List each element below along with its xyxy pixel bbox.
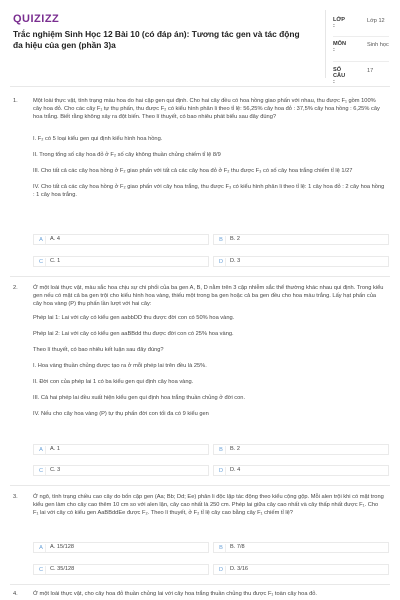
statement: I. Hoa vàng thuần chủng được tạo ra ở mỗi phép lai trên đều là 25%. — [33, 363, 207, 369]
option-c[interactable] — [33, 564, 209, 575]
option-key: D — [217, 566, 226, 574]
option-c[interactable] — [33, 465, 209, 476]
question-number: 2. — [13, 285, 18, 291]
option-key: C — [37, 258, 46, 266]
quizizz-logo: QUIZIZZ — [13, 13, 60, 25]
count-label: SỐ CÂU : — [333, 67, 346, 85]
page-title: Trắc nghiệm Sinh Học 12 Bài 10 (có đáp án): Tương tác gen và tác động đa hiệu của gen (phần 3)a — [13, 29, 300, 50]
question-rule — [10, 485, 390, 486]
subject-value: Sinh học — [367, 42, 389, 48]
statement: III. Cho tất cả các cây hoa hồng ở F₂ giao phấn với tất cả các cây hoa đỏ ở F₂ thu được F₃ có số cây hoa trắng chiếm tỉ lệ 1/27 — [33, 168, 353, 174]
option-a[interactable] — [33, 444, 209, 455]
option-text: A. 15/128 — [50, 544, 74, 550]
option-text: B. 2 — [230, 236, 240, 242]
subject-label: MÔN : — [333, 41, 347, 53]
option-key: A — [37, 236, 46, 244]
statement: Theo lí thuyết, có bao nhiêu kết luận sau đây đúng? — [33, 347, 164, 353]
option-key: D — [217, 258, 226, 266]
question-number: 1. — [13, 98, 18, 104]
meta-separator — [333, 61, 389, 62]
class-label: LỚP : — [333, 17, 345, 29]
question-body — [33, 97, 385, 205]
option-text: A. 1 — [50, 446, 60, 452]
question-number: 4. — [13, 591, 18, 597]
option-text: D. 3 — [230, 258, 241, 264]
question-rule — [10, 276, 390, 277]
option-text: C. 1 — [50, 258, 61, 264]
statement: IV. Nếu cho cây hoa vàng (P) tự thụ phấn đời con tối đa có 9 kiểu gen — [33, 411, 209, 417]
option-key: A — [37, 446, 46, 454]
class-value: Lớp 12 — [367, 18, 385, 24]
question-number: 3. — [13, 494, 18, 500]
option-d[interactable] — [213, 564, 389, 575]
statement: II. Trong tổng số cây hoa đỏ ở F₂ số cây không thuần chủng chiếm tỉ lệ 8/9 — [33, 152, 221, 158]
statement: III. Cả hai phép lai đều xuất hiện kiểu gen qui định hoa trắng thuần chủng ở đời con. — [33, 395, 246, 401]
question-stem: Ở ngô, tính trạng chiều cao cây do bốn cặp gen (Aa; Bb; Dd; Ee) phân li độc lập tác động theo kiểu cộng gộp. Mỗi alen trội khi có mặt trong kiểu gen làm cho cây cao thêm 10 cm so với alen lặn, cây cao nhất là 250 cm. Phép lai giữa cây cao nhất và cây thấp nhất được F₁. Cho F₁ lai với cây có kiểu gen AaBBddEe được F₂. Theo lí thuyết, ở F₂ tỉ lệ cây cao bằng cây F₁ chiếm tỉ lệ? — [33, 494, 384, 516]
option-text: D. 3/16 — [230, 566, 249, 572]
statement: II. Đời con của phép lai 1 có ba kiểu gen qui định cây hoa vàng. — [33, 379, 194, 385]
option-key: C — [37, 467, 46, 475]
option-text: C. 35/128 — [50, 566, 75, 572]
question-rule — [10, 584, 390, 585]
option-key: D — [217, 467, 226, 475]
option-b[interactable] — [213, 444, 389, 455]
question-body — [33, 493, 385, 523]
question-stem: Ở một loài thực vật, màu sắc hoa chịu sự chi phối của ba gen A, B, D nằm trên 3 cặp nhiễm sắc thể thường khác nhau qui định. Trong kiểu gen nếu có mặt cả ba gen trội cho kiểu hình hoa vàng, thiếu một trong ba gen hoặc cả ba gen đều cho hoa màu trắng. Lấy hạt phấn của cây hoa vàng (P) thụ phấn lần lượt với hai cây: — [33, 285, 384, 307]
option-b[interactable] — [213, 542, 389, 553]
option-d[interactable] — [213, 465, 389, 476]
option-a[interactable] — [33, 234, 209, 245]
option-text: D. 4 — [230, 467, 241, 473]
option-key: B — [217, 236, 226, 244]
option-c[interactable] — [33, 256, 209, 267]
option-text: B. 2 — [230, 446, 240, 452]
option-text: C. 3 — [50, 467, 61, 473]
statement: IV. Cho tất cả các cây hoa hồng ở F₂ giao phấn với cây hoa trắng, thu được F₃ có kiểu hình phân li theo tỉ lệ: 1 cây hoa đỏ : 2 cây hoa hồng : 1 cây hoa trắng. — [33, 184, 385, 198]
question-stem: Một loài thực vật, tính trạng màu hoa do hai cặp gen qui định. Cho hai cây đều có hoa hồng giao phấn với nhau, thu được F₁ gồm 100% cây hoa đỏ. Cho các cây F₁ tự thụ phấn, thu được F₂ có kiểu hình phân li theo tỉ lệ: 56,25% cây hoa đỏ : 37,5% cây hoa hồng : 6,25% cây hoa trắng. Biết rằng không xảy ra đột biến. Theo lí thuyết, có bao nhiêu phát biểu sau đây đúng? — [33, 98, 380, 120]
count-value: 17 — [367, 68, 374, 74]
statement: Phép lai 1: Lai với cây có kiểu gen aabbDD thu được đời con có 50% hoa vàng. — [33, 315, 235, 321]
option-text: A. 4 — [50, 236, 60, 242]
option-key: B — [217, 446, 226, 454]
question-body — [33, 284, 385, 424]
statement: I. F₂ có 5 loại kiểu gen qui định kiểu hình hoa hồng. — [33, 136, 163, 142]
option-key: A — [37, 544, 46, 552]
option-b[interactable] — [213, 234, 389, 245]
header-rule — [10, 86, 390, 87]
meta-separator — [333, 36, 389, 37]
option-text: B. 7/8 — [230, 544, 245, 550]
option-d[interactable] — [213, 256, 389, 267]
question-stem: Ở một loài thực vật, cho cây hoa đỏ thuần chủng lai với cây hoa trắng thuần chủng thu được F₁ toàn cây hoa đỏ. — [33, 591, 317, 597]
option-key: C — [37, 566, 46, 574]
option-key: B — [217, 544, 226, 552]
question-body — [33, 590, 385, 600]
header-divider — [325, 10, 326, 78]
option-a[interactable] — [33, 542, 209, 553]
statement: Phép lai 2: Lai với cây có kiểu gen aaBBdd thu được đời con có 25% hoa vàng. — [33, 331, 234, 337]
